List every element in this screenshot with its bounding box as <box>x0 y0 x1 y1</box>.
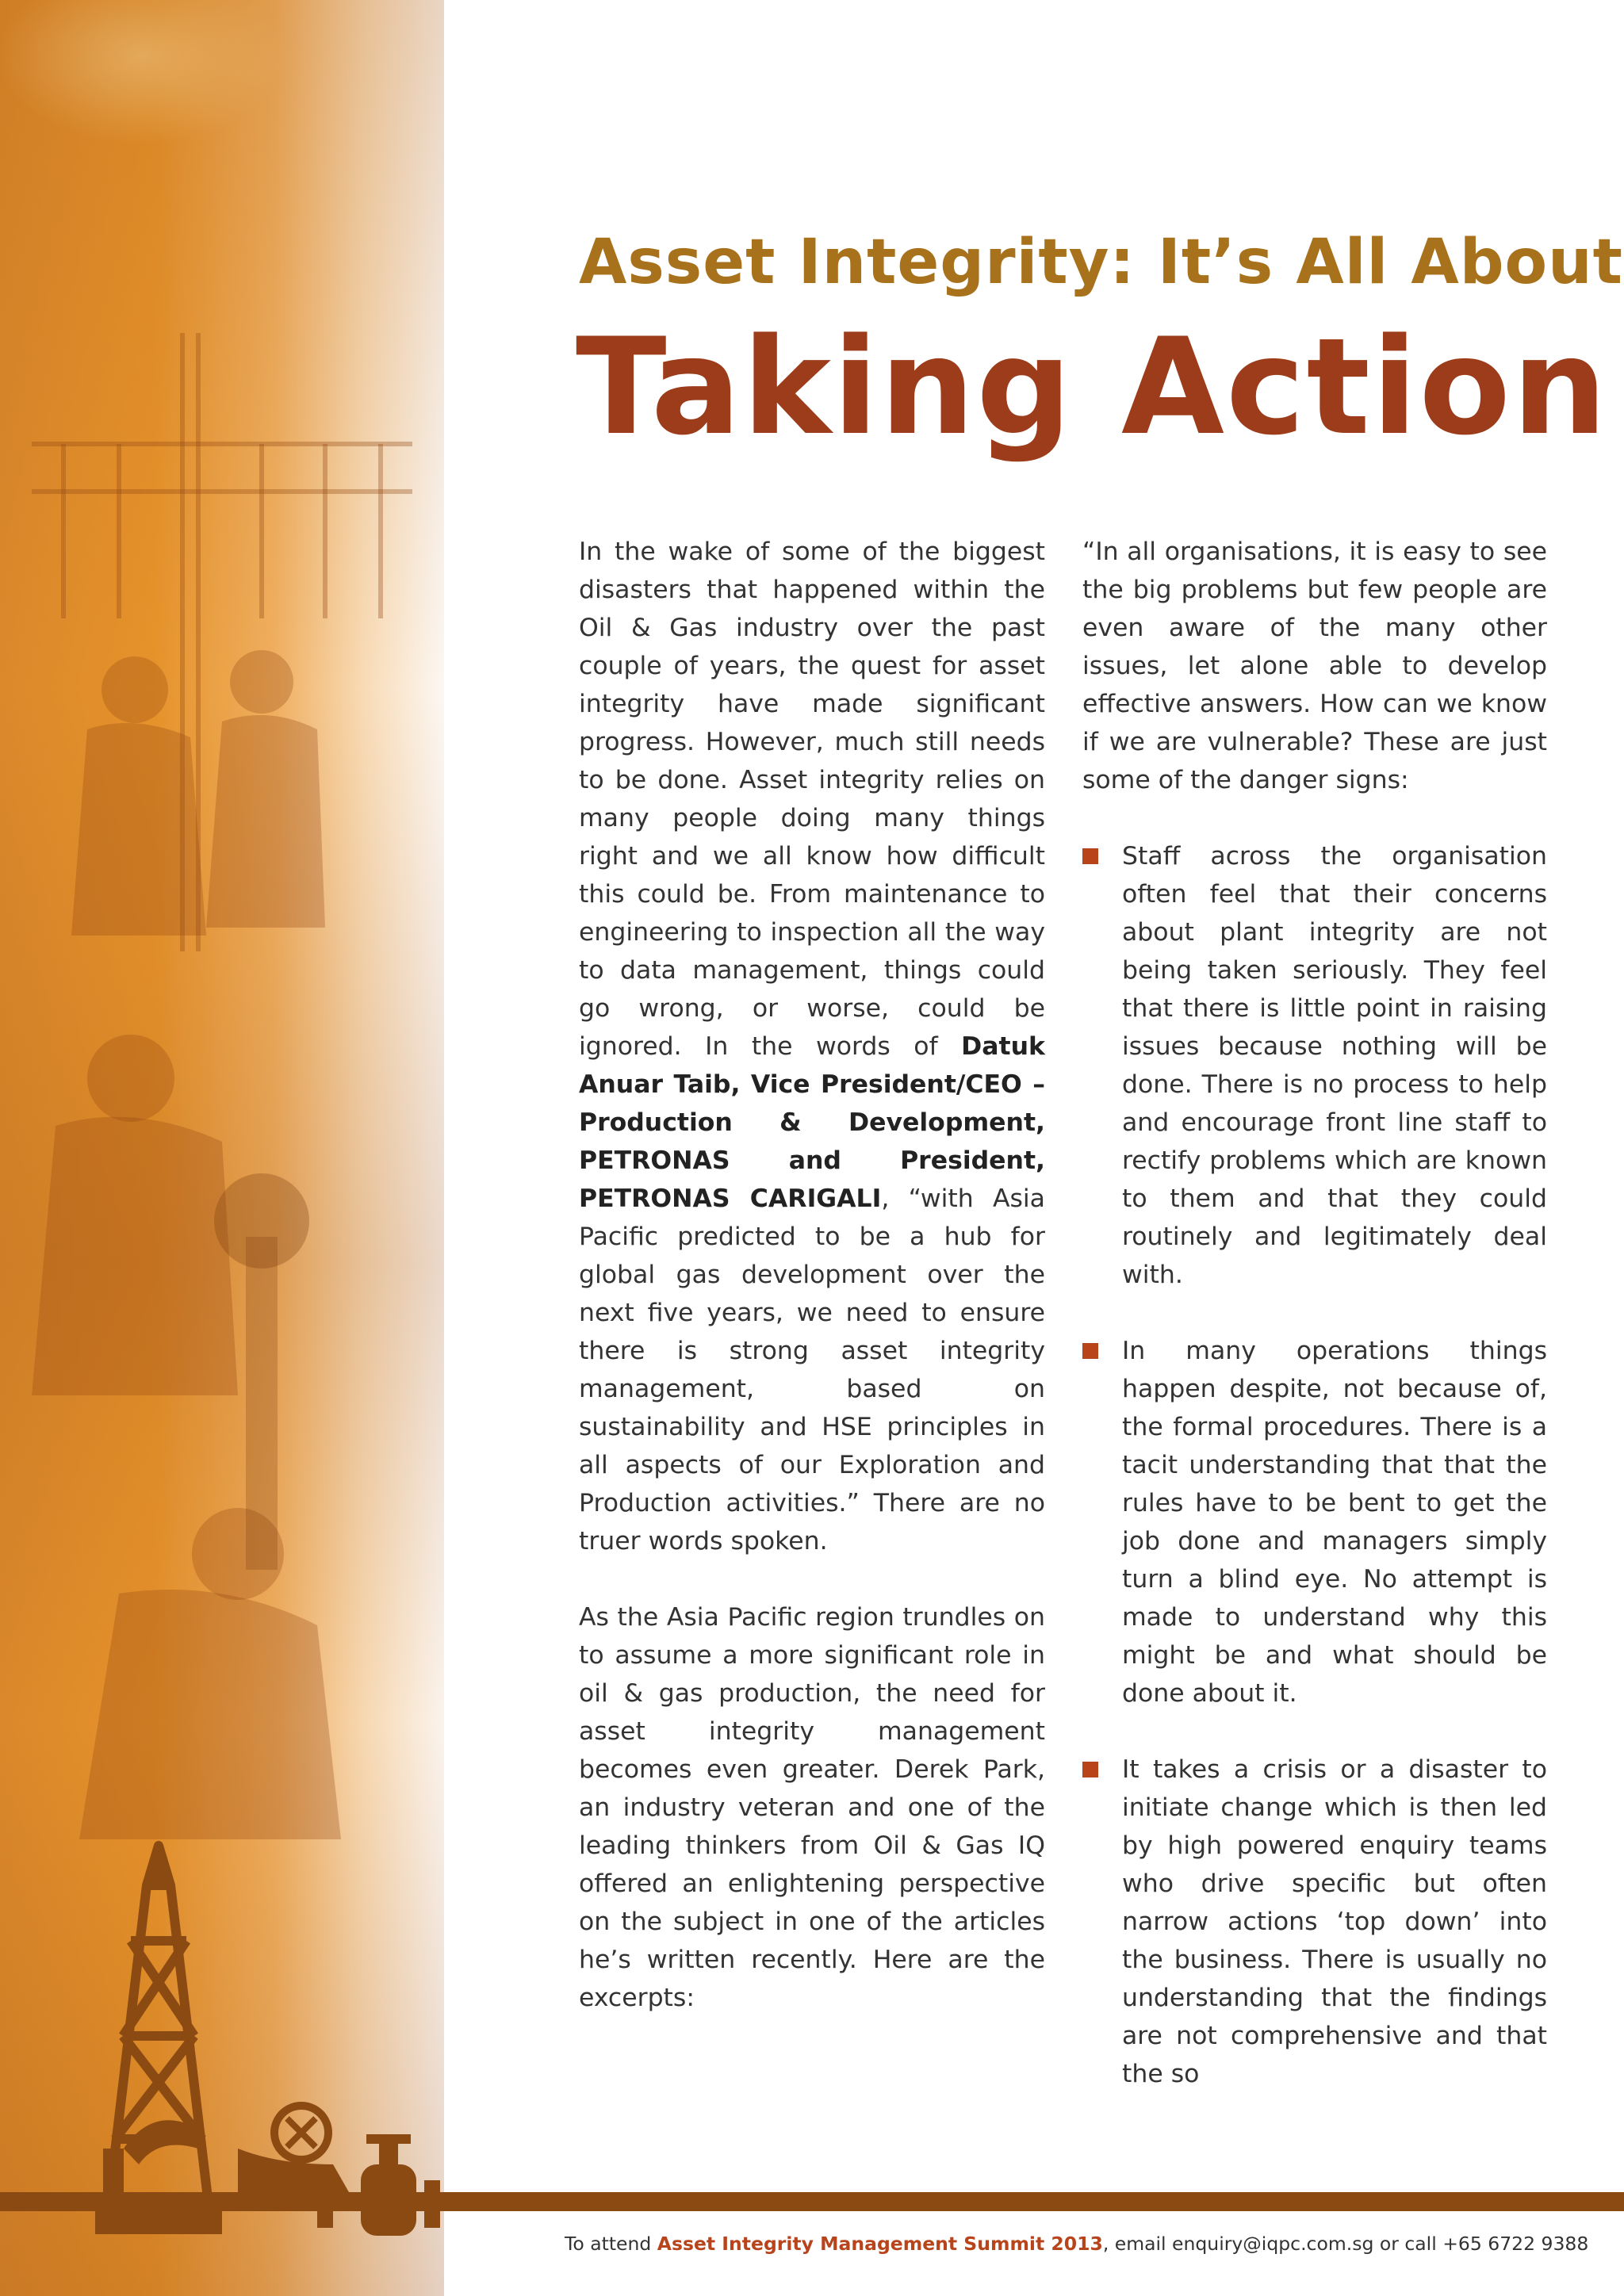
bullet-square-icon <box>1082 1343 1098 1359</box>
bullet-square-icon <box>1082 848 1098 864</box>
danger-signs-list <box>1082 837 1547 2093</box>
pipeline-valve-icon <box>0 2093 444 2252</box>
footer-bar <box>444 2192 1624 2211</box>
list-item <box>1082 1751 1547 2093</box>
worker-photo-collage <box>0 0 444 2296</box>
left-text-column <box>579 533 1045 2055</box>
side-photo-band <box>0 0 444 2296</box>
footer-event-name: Asset Integrity Management Summit 2013 <box>657 2233 1103 2255</box>
title-kicker: Asset Integrity: It’s All About <box>579 227 1623 298</box>
paragraph-intro: “In all organisations, it is easy to see the big problems but few people are even aware of the many other issues, let alone able to develop effective answers. How can we know if we are vulnerable? These are just some of the danger signs: <box>1082 538 1547 794</box>
paragraph-1-start: In the wake of some of the biggest disasters that happened within the Oil & Gas industry over the past couple of years, the quest for asset integrity have made significant progress. However, much still needs to be done. Asset integrity relies on many people doing many things right and we all know how difficult this could be. From maintenance to engineering to inspection all the way to data management, things could go wrong, or worse, could be ignored. In the words of <box>579 538 1045 1061</box>
page-title: Taking Action <box>576 309 1609 465</box>
quoted-executive-name: Datuk Anuar Taib, Vice President/CEO – Production & Development, PETRONAS and President, PETRONAS CARIGALI <box>579 1032 1045 1213</box>
footer-contact <box>565 2233 1589 2255</box>
paragraph-1 <box>579 533 1045 1560</box>
list-item <box>1082 1332 1547 1712</box>
paragraph-1-end: , “with Asia Pacific predicted to be a hub for global gas development over the next five years, we need to ensure there is strong asset integrity management, based on sustainability and HSE principles in all aspects of our Exploration and Production activities.” There are no truer words spoken. <box>579 1184 1045 1556</box>
list-item <box>1082 837 1547 1294</box>
bullet-square-icon <box>1082 1762 1098 1777</box>
list-item-text: It takes a crisis or a disaster to initiate change which is then led by high powered enquiry teams who drive specific but often narrow actions ‘top down’ into the business. There is usually no understanding that the findings are not comprehensive and that the so <box>1122 1755 1547 2088</box>
paragraph-2: As the Asia Pacific region trundles on to assume a more significant role in oil & gas production, the need for asset integrity management becomes even greater. Derek Park, an industry veteran and one of the leading thinkers from Oil & Gas IQ offered an enlightening perspective on the subject in one of the articles he’s written recently. Here are the excerpts: <box>579 1603 1045 2012</box>
list-item-text: In many operations things happen despite, not because of, the formal procedures. There is a tacit understanding that that the rules have to be bent to get the job done and managers simply turn a blind eye. No attempt is made to understand why this might be and what should be done about it. <box>1122 1337 1547 1708</box>
footer-prefix: To attend <box>565 2233 657 2255</box>
right-text-column <box>1082 533 1547 2131</box>
footer-contact-details: , email enquiry@iqpc.com.sg or call +65 6722 9388 <box>1102 2233 1589 2255</box>
list-item-text: Staff across the organisation often feel that their concerns about plant integrity are not being taken seriously. They feel that there is little point in raising issues because nothing will be done. There is no process to help and encourage front line staff to rectify problems which are known to them and that they could routinely and legitimately deal with. <box>1122 842 1547 1289</box>
